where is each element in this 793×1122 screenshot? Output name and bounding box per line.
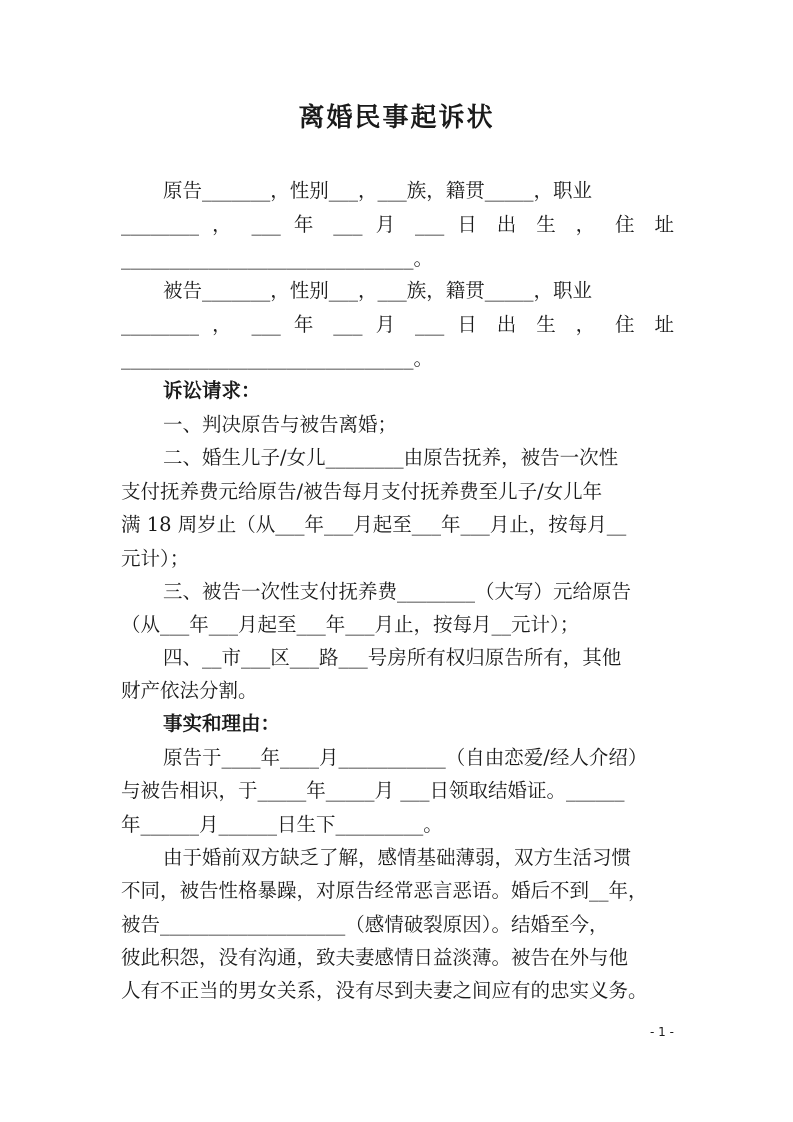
defendant-line-1: 被告_______，性别___，___族，籍贯_____，职业: [163, 279, 593, 302]
facts-paragraph-1-line-1: 原告于____年____月___________（自由恋爱/经人介绍）: [163, 746, 648, 769]
claims-heading: [163, 374, 674, 408]
claim-item-2-line-2: 支付抚养费元给原告/被告每月支付抚养费至儿子/女儿年: [121, 480, 603, 503]
facts-paragraph-2-line-4: 彼此积怨，没有沟通，致夫妻感情日益淡薄。被告在外与他: [121, 946, 629, 969]
claim-item-2-line-3: 满 18 周岁止（从___年___月起至___年___月止，按每月__: [121, 513, 627, 536]
claim-item-2-line-1: 二、婚生儿子/女儿________由原告抚养，被告一次性: [163, 446, 619, 469]
claim-item-1: 一、判决原告与被告离婚；: [163, 413, 398, 436]
plaintiff-line-1: 原告_______，性别___，___族，籍贯_____，职业: [163, 179, 593, 202]
claim-item-3-line-2: （从___年___月起至___年___月止，按每月__元计）；: [121, 613, 580, 636]
document-title: 离婚民事起诉状: [298, 103, 495, 133]
plaintiff-line-3: ______________________________。: [121, 247, 433, 270]
claim-item-3-line-1: 三、被告一次性支付抚养费________（大写）元给原告: [163, 580, 632, 603]
facts-paragraph-2-line-3: 被告___________________（感情破裂原因）。结婚至今，: [121, 913, 609, 936]
defendant-line-3: ______________________________。: [121, 347, 433, 370]
claim-item-4-line-1: 四、__市___区___路___号房所有权归原告所有，其他: [163, 646, 622, 669]
facts-paragraph-1-line-2: 与被告相识，于_____年_____月 ___日领取结婚证。______: [121, 779, 625, 802]
claims-heading-text: 诉讼请求：: [163, 379, 261, 402]
plaintiff-line-2: ________ ， ___ 年 ___ 月 ___ 日 出 生 ， 住 址: [121, 213, 674, 236]
facts-paragraph-2-line-5: 人有不正当的男女关系，没有尽到夫妻之间应有的忠实义务。: [121, 979, 648, 1002]
facts-heading: [163, 707, 674, 741]
facts-paragraph-2-line-2: 不同，被告性格暴躁，对原告经常恶言恶语。婚后不到__年，: [121, 879, 648, 902]
defendant-line-2: ________ ， ___ 年 ___ 月 ___ 日 出 生 ， 住 址: [121, 313, 674, 336]
page-number: - 1 -: [650, 1025, 674, 1039]
claim-item-2-line-4: 元计）；: [121, 547, 190, 570]
facts-paragraph-2-line-1: 由于婚前双方缺乏了解，感情基础薄弱，双方生活习惯: [163, 846, 632, 869]
claim-item-4-line-2: 财产依法分割。: [121, 679, 258, 702]
facts-heading-text: 事实和理由：: [163, 712, 281, 735]
facts-paragraph-1-line-3: 年______月______日生下_________。: [121, 813, 443, 836]
